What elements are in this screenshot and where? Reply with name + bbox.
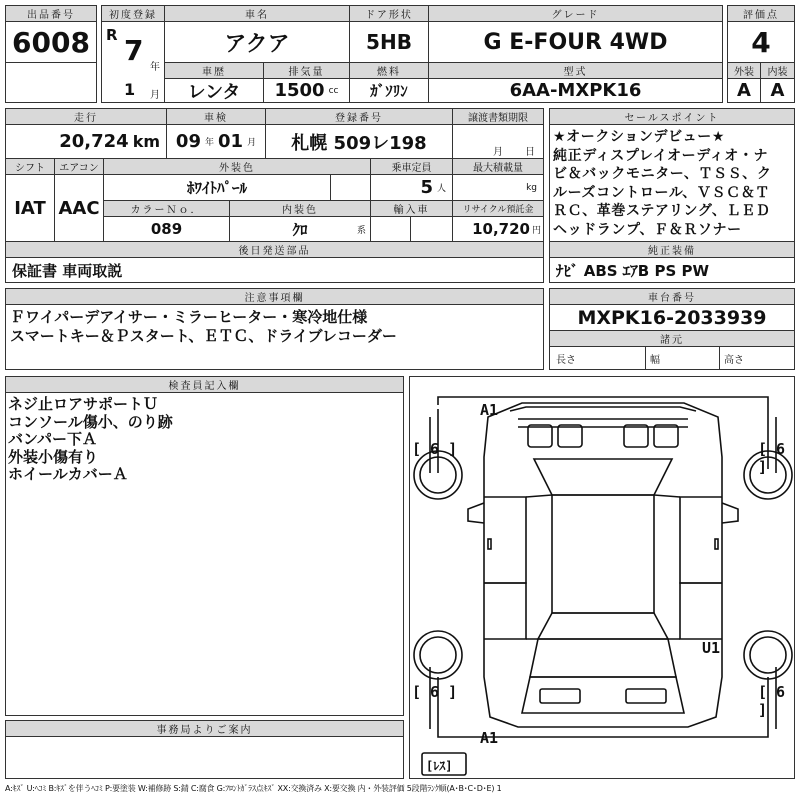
aircon-value: AAC [54, 174, 104, 242]
rear-window [538, 613, 668, 639]
windshield [534, 459, 672, 495]
type-label: 型式 [428, 62, 723, 79]
inspection-year: 09 [175, 131, 201, 152]
mileage-value: 20,724 [59, 131, 129, 152]
history-label: 車歴 [164, 62, 264, 79]
tire-rr [744, 631, 792, 679]
chassis-label: 車台番号 [549, 288, 795, 305]
recycle-unit: 円 [531, 225, 541, 236]
lot-label: 出品番号 [5, 5, 97, 22]
inspection-month-unit: 月 [247, 138, 257, 148]
exterior-color-label: 外装色 [103, 158, 371, 175]
max-load-unit: kg [526, 182, 537, 193]
inspection-month: 01 [218, 131, 244, 152]
recycle-label: リサイクル預託金 [452, 200, 544, 217]
displacement-label: 排気量 [263, 62, 350, 79]
aircon-label: エアコン [54, 158, 104, 175]
height-box [719, 346, 795, 370]
score-label: 評価点 [727, 5, 795, 22]
interior-color-value: ｸﾛ [292, 220, 308, 239]
office-label: 事務局よりご案内 [5, 720, 404, 737]
width-box [645, 346, 720, 370]
model-name: アクア [164, 21, 350, 63]
plate-value: 札幌 509レ198 [265, 124, 453, 159]
recycle-value: 10,720 [472, 220, 530, 238]
shift-value: IAT [5, 174, 55, 242]
tire-rr-label: [ 6 ] [758, 683, 786, 719]
import-box-b [410, 216, 453, 242]
int-score: A [760, 78, 795, 103]
width-label: 幅 [650, 354, 660, 366]
length-box [549, 346, 646, 370]
era: R [106, 26, 118, 44]
later-parts-label: 後日発送部品 [5, 241, 544, 258]
displacement-value: 1500 [274, 80, 325, 101]
legend-text: A:ｷｽﾞ U:ﾍｺﾐ B:ｷｽﾞを伴うﾍｺﾐ P:要塗装 W:補修跡 S:錆 C:腐食 G:ﾌﾛﾝﾄｶﾞﾗｽ点ｷｽﾞ XX:交換済み X:要交換 内・外装評価 5段階ﾗﾝｸ順(A･B･C･D･E) 1 [5, 784, 502, 793]
door-label: ドア形状 [349, 5, 429, 22]
ext-label: 外装 [727, 62, 761, 79]
length-label: 長さ [556, 354, 576, 366]
max-load-box [452, 174, 544, 201]
model-label: 車名 [164, 5, 350, 22]
inspection-label: 車検 [166, 108, 266, 125]
first-reg-label: 初度登録 [101, 5, 165, 22]
import-box-a [370, 216, 411, 242]
ext-score: A [727, 78, 761, 103]
dimensions-label: 諸元 [549, 330, 795, 347]
max-load-label: 最大積載量 [452, 158, 544, 175]
front-damage-label: A1 [480, 401, 499, 419]
sales-point-label: セールスポイント [549, 108, 795, 125]
roof [552, 495, 654, 613]
first-reg-month: 1 [124, 80, 136, 99]
office-box [5, 736, 404, 779]
displacement-unit: cc [328, 85, 339, 96]
capacity-value: 5 [420, 177, 433, 198]
door-type: 5HB [349, 21, 429, 63]
mileage-label: 走行 [5, 108, 167, 125]
notes-label: 注意事項欄 [5, 288, 544, 305]
frame-top-right [674, 397, 768, 469]
mileage-box [5, 124, 167, 159]
spare-label: [ﾚｽ] [426, 759, 453, 773]
capacity-unit: 人 [436, 184, 446, 194]
tire-rl [414, 631, 462, 679]
inspector-label: 検査員記入欄 [5, 376, 404, 393]
plate-label: 登録番号 [265, 108, 453, 125]
capacity-label: 乗車定員 [370, 158, 453, 175]
int-label: 内装 [760, 62, 795, 79]
lot-blank [5, 62, 97, 103]
tire-fl-label: [ 6 ] [412, 440, 458, 458]
rear-damage-label: A1 [480, 729, 499, 747]
month-unit: 月 [150, 90, 160, 101]
transfer-month-unit: 月 [493, 147, 503, 158]
exterior-color-sub [330, 174, 371, 201]
interior-color-unit: 系 [356, 225, 366, 236]
interior-color-label: 内装色 [229, 200, 371, 217]
exterior-color-value: ﾎﾜｲﾄﾊﾟｰﾙ [103, 174, 331, 201]
grade-label: グレード [428, 5, 723, 22]
car-outline [410, 377, 796, 780]
genuine-value: ﾅﾋﾞ ABS ｴｱB PS PW [549, 257, 795, 283]
capacity-box [370, 174, 453, 201]
tire-fr-label: [ 6 ] [758, 440, 786, 476]
tire-rl-label: [ 6 ] [412, 683, 458, 701]
inspection-box [166, 124, 266, 159]
body-outline [484, 403, 722, 727]
first-reg-box [101, 21, 165, 103]
inspector-text: ネジ止ロアサポートＵ コンソール傷小、のり跡 バンパー下Ａ 外装小傷有り ホイールカバーＡ [8, 395, 173, 483]
frame-bottom [438, 677, 768, 737]
damage-diagram [409, 376, 795, 779]
interior-color-box [229, 216, 371, 242]
transfer-box [452, 124, 544, 159]
year-unit: 年 [150, 62, 160, 73]
fuel-label: 燃料 [349, 62, 429, 79]
first-reg-year: 7 [124, 34, 144, 67]
history-value: レンタ [164, 78, 264, 103]
transfer-day-unit: 日 [525, 147, 535, 158]
displacement-box [263, 78, 350, 103]
recycle-box [452, 216, 544, 242]
inspection-year-unit: 年 [204, 138, 214, 148]
color-no-value: 089 [103, 216, 230, 242]
grade-value: G E-FOUR 4WD [428, 21, 723, 63]
import-label: 輸入車 [370, 200, 453, 217]
score-value: 4 [727, 21, 795, 63]
trunk [530, 639, 676, 677]
shift-label: シフト [5, 158, 55, 175]
fuel-value: ｶﾞｿﾘﾝ [349, 78, 429, 103]
mileage-unit: km [132, 132, 160, 151]
height-label: 高さ [724, 354, 744, 366]
later-parts-value: 保証書 車両取説 [5, 257, 544, 283]
type-value: 6AA-MXPK16 [428, 78, 723, 103]
sales-point-text: ★オークションデビュー★ 純正ディスプレイオーディオ・ナ ビ＆バックモニター、ＴＳＳ、ク ルーズコントロール、ＶＳＣ＆Ｔ ＲＣ、革巻ステアリング、ＬＥＤ ヘッドランプ、Ｆ＆Ｒソナー [553, 129, 772, 238]
genuine-label: 純正装備 [549, 241, 795, 258]
color-no-label: カラーＮｏ． [103, 200, 230, 217]
transfer-label: 譲渡書類期限 [452, 108, 544, 125]
side-damage-label: U1 [702, 639, 721, 657]
chassis-value: MXPK16-2033939 [549, 304, 795, 331]
notes-text: Ｆワイパーデアイサー・ミラーヒーター・寒冷地仕様 スマートキー＆Ｐスタート、ＥＴＣ、ドライブレコーダー [10, 308, 397, 345]
lot-number: 6008 [5, 21, 97, 63]
